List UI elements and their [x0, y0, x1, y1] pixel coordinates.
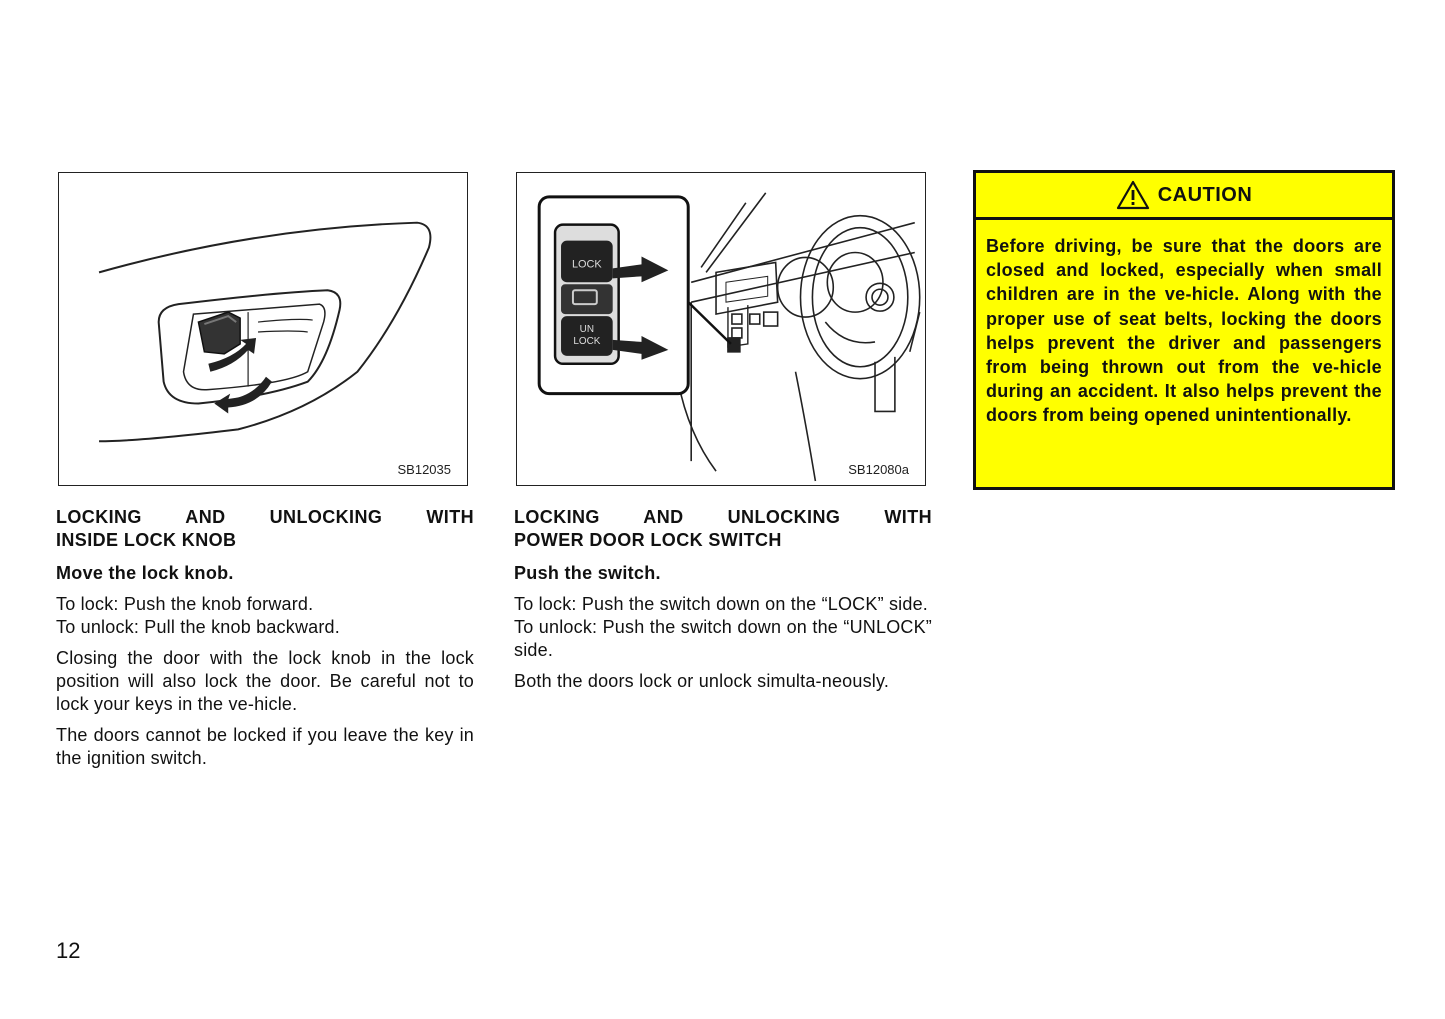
switch-inset	[539, 197, 731, 394]
figure-code: SB12080a	[848, 462, 909, 477]
section-subheading: Move the lock knob.	[56, 563, 234, 583]
door-handle-drawing	[59, 173, 467, 485]
heading-line-2: POWER DOOR LOCK SWITCH	[514, 530, 782, 550]
unlock-line: To unlock: Pull the knob backward.	[56, 617, 340, 637]
lock-knob-icon	[198, 312, 240, 354]
heading-line-1: LOCKING AND UNLOCKING WITH	[514, 507, 932, 527]
dashboard-drawing	[517, 173, 925, 485]
backward-arrow-icon	[214, 377, 272, 414]
power-lock-section	[514, 506, 932, 693]
heading-line-1: LOCKING AND UNLOCKING WITH	[56, 507, 474, 527]
warning-triangle-icon	[1116, 180, 1150, 210]
page-number: 12	[56, 938, 81, 963]
switch-unlock-label-bottom: LOCK	[573, 335, 601, 347]
lock-instructions	[514, 593, 932, 662]
section-heading	[514, 506, 932, 552]
lock-instructions	[56, 593, 474, 639]
caution-title: CAUTION	[1157, 183, 1253, 206]
caution-box	[973, 170, 1395, 490]
paragraph: Closing the door with the lock knob in the lock position will also lock the door. Be careful not to lock your keys in the ve-hicle.	[56, 648, 474, 714]
caution-text: Before driving, be sure that the doors are closed and locked, especially when small children are in the ve-hicle. Along with the proper use of seat belts, locking the doors helps prevent the driver and passengers from being thrown out from the ve-hicle during an accident. It also helps prevent the doors from being opened unintentionally.	[986, 236, 1382, 426]
lock-line: To lock: Push the switch down on the “LOCK” side.	[514, 594, 928, 614]
lock-knob-section	[56, 506, 474, 770]
paragraph: The doors cannot be locked if you leave the key in the ignition switch.	[56, 725, 474, 768]
heading-line-2: INSIDE LOCK KNOB	[56, 530, 237, 550]
switch-unlock-label-top: UN	[579, 323, 595, 335]
section-subheading: Push the switch.	[514, 563, 661, 583]
paragraph: Both the doors lock or unlock simulta-neously.	[514, 671, 890, 691]
lock-knob-illustration	[58, 172, 468, 486]
caution-header	[976, 173, 1392, 220]
section-heading	[56, 506, 474, 552]
lock-line: To lock: Push the knob forward.	[56, 594, 314, 614]
switch-lock-label: LOCK	[572, 258, 602, 271]
power-lock-switch-illustration	[516, 172, 926, 486]
figure-code: SB12035	[397, 462, 451, 477]
unlock-line: To unlock: Push the switch down on the “UNLOCK” side.	[514, 617, 932, 660]
